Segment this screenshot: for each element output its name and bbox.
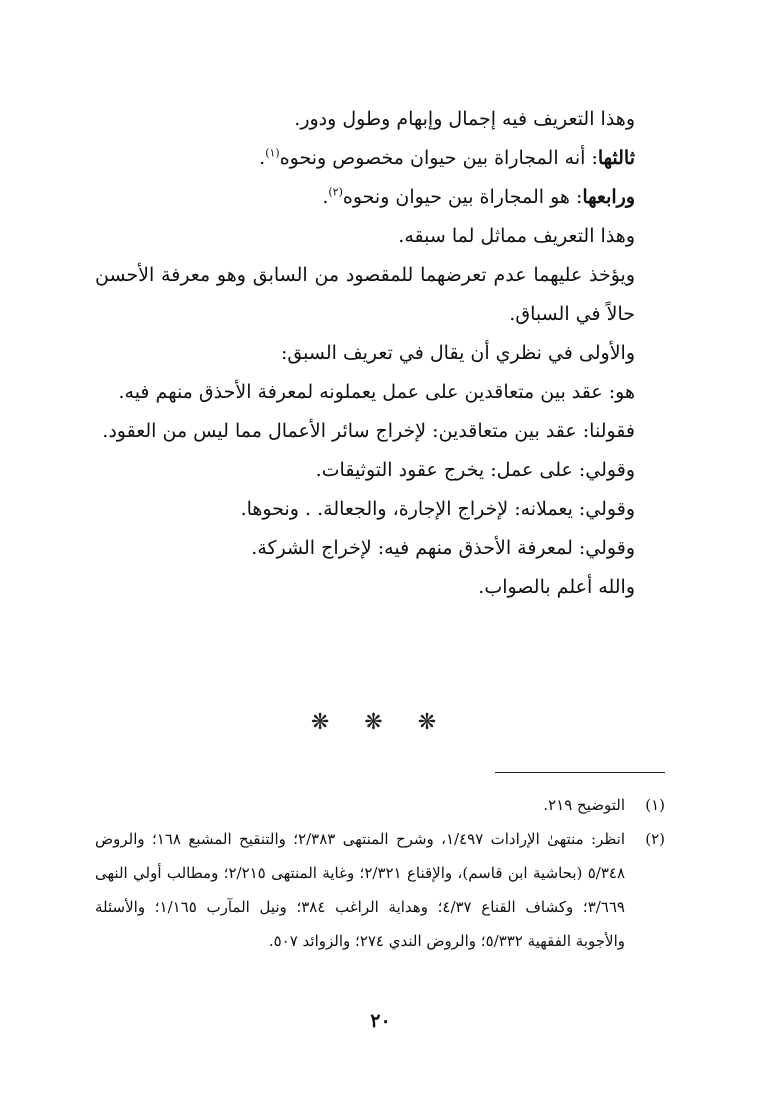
paragraph: وهذا التعريف فيه إجمال وإبهام وطول ودور. xyxy=(294,108,635,130)
item-label: ثالثها xyxy=(597,147,635,169)
footnote-text: انظر: منتهىٰ الإرادات ١/٤٩٧، وشرح المنتهى ٢/٣٨٣؛ والتنقيح المشبع ١٦٨؛ والروض ٥/٣٤٨ (بحاشية ابن قاسم)، والإقناع ٢/٣٢١؛ وغاية المنتهى ٢/٢١٥؛ ومطالب أولي النهى ٣/٦٦٩؛ وكشاف القناع ٤/٣٧؛ وهداية الراغب ٣٨٤؛ ونيل المآرب ١/١٦٥؛ والأسئلة والأجوبة الفقهية ٥/٣٣٢؛ والروض الندي ٢٧٤؛ والزوائد ٥٠٧. xyxy=(95,830,626,950)
footnote-text: التوضيح ٢١٩. xyxy=(543,796,625,814)
item-label: ورابعها xyxy=(582,186,635,208)
page-number: ٢٠ xyxy=(370,1010,391,1032)
footnote-item xyxy=(95,788,665,822)
paragraph: وهذا التعريف مماثل لما سبقه. xyxy=(398,225,635,247)
paragraph: وقولي: يعملانه: لإخراج الإجارة، والجعالة. . ونحوها. xyxy=(240,498,635,520)
footnote-ref[interactable]: (١) xyxy=(265,146,280,160)
punctuation: . xyxy=(259,147,266,169)
paragraph: فقولنا: عقد بين متعاقدين: لإخراج سائر الأعمال مما ليس من العقود. xyxy=(102,420,635,442)
paragraph: ويؤخذ عليهما عدم تعرضهما للمقصود من السابق وهو معرفة الأحسن حالاً في السباق. xyxy=(95,264,635,325)
item-text: : هو المجاراة بين حيوان ونحوه xyxy=(342,186,583,208)
paragraph: والله أعلم بالصواب. xyxy=(478,576,635,598)
paragraph xyxy=(95,139,665,178)
footnote-divider xyxy=(495,772,665,773)
section-separator: ❋ ❋ ❋ xyxy=(310,710,451,735)
paragraph: والأولى في نظري أن يقال في تعريف السبق: xyxy=(280,342,635,364)
paragraph xyxy=(95,178,665,217)
footnote-number: (١) xyxy=(645,796,665,814)
footnote-number: (٢) xyxy=(645,830,665,848)
paragraph: وقولي: لمعرفة الأحذق منهم فيه: لإخراج الشركة. xyxy=(251,537,635,559)
paragraph: وقولي: على عمل: يخرج عقود التوثيقات. xyxy=(315,459,635,481)
footnote-item xyxy=(95,822,665,958)
footnote-ref[interactable]: (٢) xyxy=(328,185,343,199)
footnotes xyxy=(95,788,665,958)
punctuation: . xyxy=(322,186,329,208)
item-text: : أنه المجاراة بين حيوان مخصوص ونحوه xyxy=(279,147,598,169)
main-text xyxy=(95,100,665,607)
paragraph: هو: عقد بين متعاقدين على عمل يعملونه لمعرفة الأحذق منهم فيه. xyxy=(118,381,635,403)
